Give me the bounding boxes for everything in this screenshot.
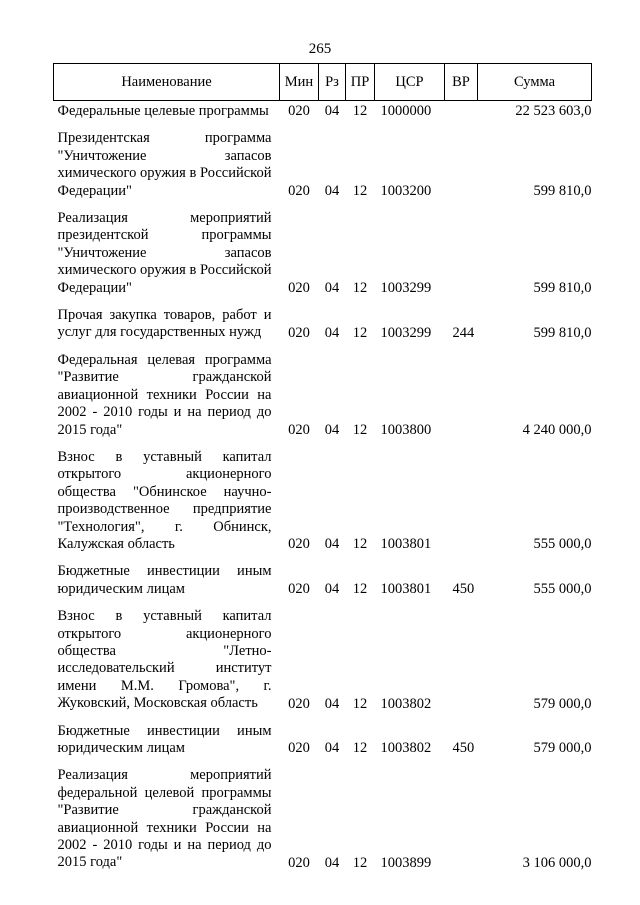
budget-table — [53, 63, 592, 872]
cell-pr: 12 — [352, 103, 368, 120]
table-row — [54, 606, 592, 712]
cell-rz: 04 — [324, 280, 340, 297]
row-spacer — [54, 200, 592, 208]
cell-name: Реализация мероприятий президентской программы "Уничтожение запасов химического оружия в Российской Федерации" — [57, 210, 272, 296]
cell-min: 020 — [288, 854, 310, 871]
cell-rz: 04 — [324, 854, 340, 871]
cell-csr: 1003299 — [380, 280, 432, 297]
header-sum: Сумма — [478, 64, 592, 101]
cell-vr: 450 — [452, 740, 475, 757]
table-row — [54, 721, 592, 758]
row-spacer-cell — [54, 342, 592, 350]
cell-name: Взнос в уставный капитал открытого акционерного общества "Обнинское научно-производственное предприятие "Технология", г. Обнинск, Калужская область — [57, 448, 272, 552]
cell-rz: 04 — [324, 183, 340, 200]
table-body — [54, 101, 592, 872]
cell-name: Бюджетные инвестиции иным юридическим лицам — [57, 722, 272, 756]
row-spacer — [54, 120, 592, 128]
cell-csr: 1003899 — [380, 854, 432, 871]
cell-rz: 04 — [324, 103, 340, 120]
cell-csr: 1000000 — [380, 103, 432, 120]
table-row — [54, 128, 592, 200]
row-spacer — [54, 598, 592, 606]
cell-vr — [445, 101, 478, 121]
header-min: Мин — [280, 64, 319, 101]
cell-name: Бюджетные инвестиции иным юридическим лицам — [57, 563, 272, 597]
cell-rz: 04 — [324, 421, 340, 438]
row-spacer-cell — [54, 120, 592, 128]
header-vr: ВР — [445, 64, 478, 101]
row-spacer-cell — [54, 200, 592, 208]
row-spacer — [54, 553, 592, 561]
cell-min: 020 — [288, 324, 310, 341]
cell-vr — [445, 128, 478, 200]
cell-pr: 12 — [352, 421, 368, 438]
row-spacer-cell — [54, 757, 592, 765]
cell-vr — [445, 606, 478, 712]
header-csr: ЦСР — [375, 64, 445, 101]
cell-pr: 12 — [352, 695, 368, 712]
cell-rz: 04 — [324, 740, 340, 757]
cell-min: 020 — [288, 695, 310, 712]
table-row — [54, 305, 592, 342]
table-header-row — [54, 64, 592, 101]
cell-sum: 555 000,0 — [533, 536, 592, 553]
cell-min: 020 — [288, 581, 310, 598]
row-spacer-cell — [54, 713, 592, 721]
cell-name: Федеральная целевая программа "Развитие гражданской авиационной техники России на 2002 - 2010 годы и на период до 2015 года" — [57, 351, 272, 438]
cell-name: Реализация мероприятий федеральной целевой программы "Развитие гражданской авиационной техники России на 2002 - 2010 годы и на период до 2015 года" — [57, 767, 272, 871]
row-spacer-cell — [54, 598, 592, 606]
cell-name: Федеральные целевые программы — [57, 103, 269, 119]
row-spacer-cell — [54, 297, 592, 305]
table-row — [54, 561, 592, 598]
cell-sum: 555 000,0 — [533, 581, 592, 598]
cell-csr: 1003299 — [380, 324, 432, 341]
cell-name: Президентская программа "Уничтожение запасов химического оружия в Российской Федерации" — [57, 130, 272, 199]
cell-pr: 12 — [352, 324, 368, 341]
cell-pr: 12 — [352, 740, 368, 757]
header-name: Наименование — [54, 64, 280, 101]
table-row — [54, 101, 592, 121]
cell-vr — [445, 350, 478, 439]
cell-sum: 4 240 000,0 — [522, 421, 592, 438]
cell-min: 020 — [288, 280, 310, 297]
row-spacer-cell — [54, 439, 592, 447]
cell-vr — [445, 447, 478, 553]
cell-min: 020 — [288, 103, 310, 120]
cell-rz: 04 — [324, 695, 340, 712]
header-rz: Рз — [319, 64, 346, 101]
cell-csr: 1003801 — [380, 581, 432, 598]
cell-sum: 22 523 603,0 — [515, 103, 592, 120]
cell-vr — [445, 208, 478, 297]
cell-pr: 12 — [352, 536, 368, 553]
cell-sum: 579 000,0 — [533, 740, 592, 757]
cell-pr: 12 — [352, 183, 368, 200]
cell-vr: 244 — [452, 324, 475, 341]
table-row — [54, 208, 592, 297]
header-pr: ПР — [346, 64, 375, 101]
row-spacer — [54, 757, 592, 765]
cell-rz: 04 — [324, 536, 340, 553]
cell-sum: 3 106 000,0 — [522, 854, 592, 871]
cell-pr: 12 — [352, 581, 368, 598]
cell-rz: 04 — [324, 324, 340, 341]
row-spacer — [54, 439, 592, 447]
cell-min: 020 — [288, 536, 310, 553]
cell-min: 020 — [288, 740, 310, 757]
cell-name: Прочая закупка товаров, работ и услуг для государственных нужд — [57, 307, 272, 341]
row-spacer — [54, 297, 592, 305]
table-row — [54, 765, 592, 871]
row-spacer — [54, 713, 592, 721]
cell-csr: 1003802 — [380, 695, 432, 712]
cell-vr — [445, 765, 478, 871]
cell-csr: 1003800 — [380, 421, 432, 438]
table-row — [54, 447, 592, 553]
cell-csr: 1003802 — [380, 740, 432, 757]
cell-sum: 599 810,0 — [533, 324, 592, 341]
cell-vr: 450 — [452, 581, 475, 598]
cell-sum: 599 810,0 — [533, 183, 592, 200]
cell-name: Взнос в уставный капитал открытого акционерного общества "Летно-исследовательский институт имени М.М. Громова", г. Жуковский, Московская область — [57, 608, 272, 712]
cell-csr: 1003801 — [380, 536, 432, 553]
row-spacer — [54, 342, 592, 350]
cell-pr: 12 — [352, 854, 368, 871]
cell-sum: 579 000,0 — [533, 695, 592, 712]
table-row — [54, 350, 592, 439]
cell-min: 020 — [288, 421, 310, 438]
row-spacer-cell — [54, 553, 592, 561]
cell-min: 020 — [288, 183, 310, 200]
page-number: 265 — [308, 41, 332, 57]
cell-sum: 599 810,0 — [533, 280, 592, 297]
cell-pr: 12 — [352, 280, 368, 297]
cell-csr: 1003200 — [380, 183, 432, 200]
cell-rz: 04 — [324, 581, 340, 598]
